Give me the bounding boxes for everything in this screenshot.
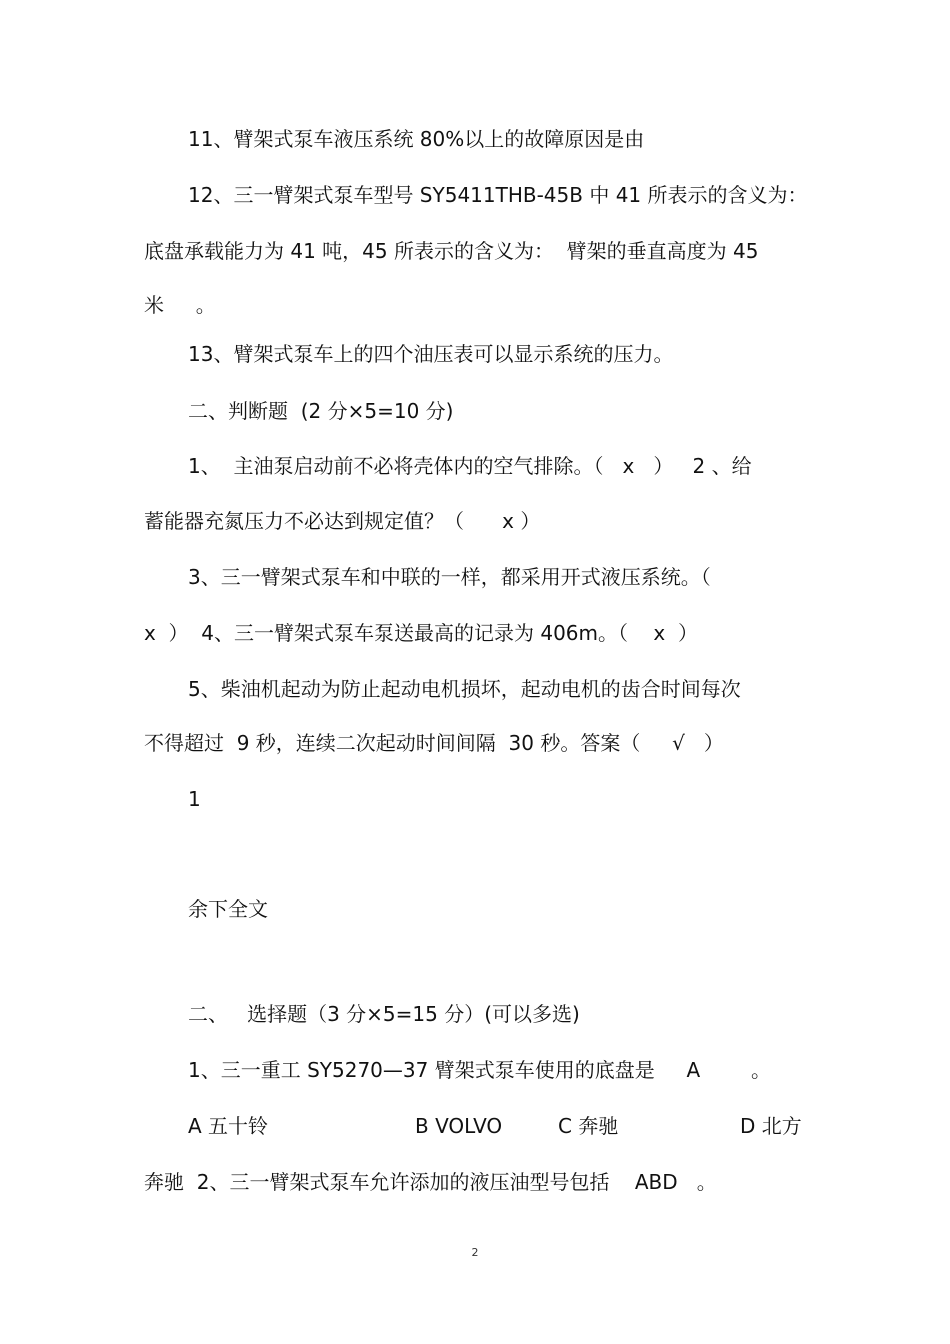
tf-item-5-line-2: 不得超过 9 秒，连续二次起动时间间隔 30 秒。答案（ √ ） xyxy=(144,731,724,755)
question-11: 11、臂架式泵车液压系统 80%以上的故障原因是由 xyxy=(188,127,645,151)
tf-item-2-line-2: 蓄能器充氮压力不必达到规定值？（ x ） xyxy=(144,509,541,533)
mc-option-d: D 北方 xyxy=(740,1114,802,1138)
question-13: 13、臂架式泵车上的四个油压表可以显示系统的压力。 xyxy=(188,342,674,366)
mc-option-b: B VOLVO xyxy=(415,1114,503,1138)
mc-question-1: 1、三一重工 SY5270—37 臂架式泵车使用的底盘是 A 。 xyxy=(188,1058,772,1082)
question-12-line-1: 12、三一臂架式泵车型号 SY5411THB-45B 中 41 所表示的含义为： xyxy=(188,183,808,207)
mc-option-c: C 奔驰 xyxy=(558,1114,619,1138)
tf-item-1-line-1: 1、 主油泵启动前不必将壳体内的空气排除。（ x ） 2 、给 xyxy=(188,454,752,478)
inline-number: 1 xyxy=(188,787,201,811)
question-12-line-3: 米 。 xyxy=(144,293,216,317)
mc-option-a: A 五十铃 xyxy=(188,1114,269,1138)
section-multiple-choice-heading: 二、 选择题（3 分×5=15 分）(可以多选) xyxy=(188,1002,580,1026)
remaining-text-link[interactable]: 余下全文 xyxy=(188,897,268,921)
page-number: 2 xyxy=(471,1246,479,1259)
section-true-false-heading: 二、判断题 (2 分×5=10 分) xyxy=(188,399,454,423)
tf-item-5-line-1: 5、柴油机起动为防止起动电机损坏，起动电机的齿合时间每次 xyxy=(188,677,741,701)
tf-item-4-line: x ） 4、三一臂架式泵车泵送最高的记录为 406m。（ x ） xyxy=(144,621,698,645)
tf-item-3-line-1: 3、三一臂架式泵车和中联的一样，都采用开式液压系统。（ xyxy=(188,565,711,589)
question-12-line-2: 底盘承载能力为 41 吨，45 所表示的含义为： 臂架的垂直高度为 45 xyxy=(144,239,759,263)
mc-question-2: 奔驰 2、三一臂架式泵车允许添加的液压油型号包括 ABD 。 xyxy=(144,1170,717,1194)
